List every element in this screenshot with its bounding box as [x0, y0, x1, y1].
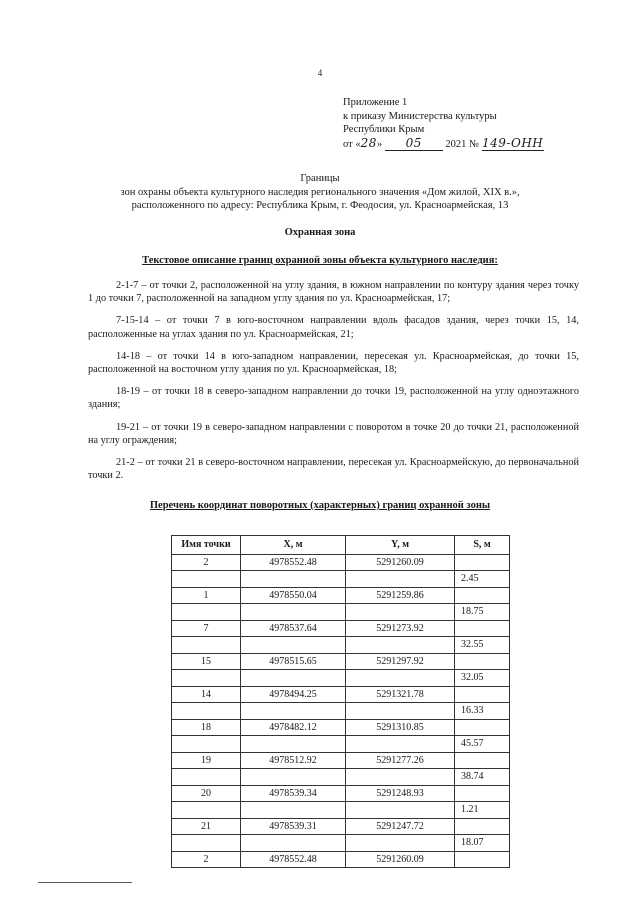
date-month: 05 [385, 137, 443, 152]
cell-s: 45.57 [455, 736, 510, 753]
table-header-row [172, 536, 510, 555]
cell-x: 4978552.48 [241, 851, 346, 868]
header-point-name: Имя точки [172, 536, 241, 555]
cell-x [241, 802, 346, 819]
cell-s [455, 686, 510, 703]
cell-s: 18.75 [455, 604, 510, 621]
cell-s: 1.21 [455, 802, 510, 819]
table-row [172, 670, 510, 687]
cell-point-name: 2 [172, 554, 241, 571]
table-row [172, 571, 510, 588]
cell-s: 32.55 [455, 637, 510, 654]
cell-s [455, 752, 510, 769]
cell-s [455, 653, 510, 670]
cell-y [346, 802, 455, 819]
cell-s: 38.74 [455, 769, 510, 786]
cell-point-name: 20 [172, 785, 241, 802]
paragraph: 14-18 – от точки 14 в юго-западном направлении, пересекая ул. Красноармейская, до точки 15, расположенной на восточном углу здания по ул. Красноармейская, 18; [88, 350, 579, 376]
cell-s: 32.05 [455, 670, 510, 687]
cell-y: 5291260.09 [346, 554, 455, 571]
cell-x: 4978494.25 [241, 686, 346, 703]
cell-point-name [172, 769, 241, 786]
table-row [172, 620, 510, 637]
cell-y: 5291247.72 [346, 818, 455, 835]
appendix-line-2: к приказу Министерства культуры [343, 110, 497, 122]
cell-x [241, 571, 346, 588]
date-day: 28 [360, 135, 377, 150]
cell-x [241, 835, 346, 852]
cell-x [241, 670, 346, 687]
cell-point-name [172, 736, 241, 753]
cell-x [241, 637, 346, 654]
cell-s [455, 719, 510, 736]
cell-y: 5291321.78 [346, 686, 455, 703]
cell-point-name: 19 [172, 752, 241, 769]
appendix-line-3: Республики Крым [343, 124, 425, 135]
cell-x [241, 703, 346, 720]
header-x: X, м [241, 536, 346, 555]
cell-x: 4978550.04 [241, 587, 346, 604]
title-line-1: Границы [300, 173, 340, 184]
table-row [172, 587, 510, 604]
cell-y: 5291297.92 [346, 653, 455, 670]
table-row [172, 769, 510, 786]
order-number: 149-ОНН [482, 135, 544, 150]
cell-point-name [172, 670, 241, 687]
table-row [172, 835, 510, 852]
table-row [172, 802, 510, 819]
table-row [172, 637, 510, 654]
cell-x: 4978515.65 [241, 653, 346, 670]
table-row [172, 785, 510, 802]
cell-point-name [172, 604, 241, 621]
cell-point-name: 2 [172, 851, 241, 868]
cell-x [241, 604, 346, 621]
cell-point-name [172, 637, 241, 654]
zone-heading: Охранная зона [284, 227, 356, 238]
cell-y [346, 604, 455, 621]
cell-s: 16.33 [455, 703, 510, 720]
table-row [172, 653, 510, 670]
cell-y [346, 703, 455, 720]
document-title [60, 172, 580, 213]
table-row [172, 851, 510, 868]
cell-y [346, 769, 455, 786]
cell-s [455, 587, 510, 604]
date-year: 2021 № [445, 138, 480, 150]
cell-y [346, 637, 455, 654]
cell-s: 18.07 [455, 835, 510, 852]
footer-rule [38, 882, 132, 883]
table-row [172, 703, 510, 720]
cell-x [241, 736, 346, 753]
table-heading: Перечень координат поворотных (характерных) границ охранной зоны [149, 500, 491, 511]
cell-s [455, 620, 510, 637]
cell-y: 5291248.93 [346, 785, 455, 802]
cell-point-name [172, 703, 241, 720]
table-row [172, 736, 510, 753]
date-prefix: от « [343, 138, 361, 150]
cell-point-name [172, 802, 241, 819]
cell-s [455, 554, 510, 571]
paragraph: 18-19 – от точки 18 в северо-западном направлении до точки 19, расположенной на углу одноэтажного здания; [88, 386, 579, 411]
page-number: 4 [317, 68, 323, 78]
cell-y: 5291310.85 [346, 719, 455, 736]
cell-point-name: 21 [172, 818, 241, 835]
boundary-description [88, 279, 579, 491]
table-row [172, 818, 510, 835]
coordinates-table [171, 535, 510, 868]
cell-x: 4978539.31 [241, 818, 346, 835]
cell-x: 4978537.64 [241, 620, 346, 637]
table-body [172, 554, 510, 868]
cell-y: 5291260.09 [346, 851, 455, 868]
cell-point-name: 14 [172, 686, 241, 703]
header-y: Y, м [346, 536, 455, 555]
cell-y [346, 571, 455, 588]
cell-point-name: 15 [172, 653, 241, 670]
cell-x: 4978482.12 [241, 719, 346, 736]
cell-x: 4978512.92 [241, 752, 346, 769]
title-line-2: зон охраны объекта культурного наследия регионального значения «Дом жилой, XIX в.», [120, 186, 520, 198]
paragraph: 2-1-7 – от точки 2, расположенной на углу здания, в южном направлении по контуру здания через точку 1 до точки 7, расположенной на западном углу здания по ул. Красноармейская, 17; [88, 280, 579, 305]
date-mid: » [376, 138, 383, 150]
cell-s [455, 818, 510, 835]
table-row [172, 752, 510, 769]
cell-point-name: 18 [172, 719, 241, 736]
table-row [172, 554, 510, 571]
cell-point-name [172, 571, 241, 588]
cell-y: 5291259.86 [346, 587, 455, 604]
cell-point-name: 1 [172, 587, 241, 604]
cell-x: 4978539.34 [241, 785, 346, 802]
table-row [172, 604, 510, 621]
title-line-3: расположенного по адресу: Республика Крым, г. Феодосия, ул. Красноармейская, 13 [131, 200, 509, 211]
cell-x: 4978552.48 [241, 554, 346, 571]
cell-y [346, 736, 455, 753]
cell-point-name [172, 835, 241, 852]
text-heading: Текстовое описание границ охранной зоны объекта культурного наследия: [142, 255, 498, 266]
table-row [172, 686, 510, 703]
paragraph: 19-21 – от точки 19 в северо-западном направлении с поворотом в точке 20 до точки 21, расположенной на углу ограждения; [88, 421, 579, 446]
appendix-date-line [343, 137, 544, 152]
table-row [172, 719, 510, 736]
paragraph: 21-2 – от точки 21 в северо-восточном направлении, пересекая ул. Красноармейскую, до первоначальной точки 2. [88, 457, 579, 482]
paragraph: 7-15-14 – от точки 7 в юго-восточном направлении вдоль фасадов здания, через точки 15, 14, расположенные на углах здания по ул. Красноармейская, 21; [88, 315, 579, 340]
cell-point-name: 7 [172, 620, 241, 637]
cell-y [346, 670, 455, 687]
cell-x [241, 769, 346, 786]
header-s: S, м [455, 536, 510, 555]
cell-s [455, 851, 510, 868]
cell-y: 5291277.26 [346, 752, 455, 769]
cell-y [346, 835, 455, 852]
cell-s [455, 785, 510, 802]
cell-y: 5291273.92 [346, 620, 455, 637]
appendix-line-1: Приложение 1 [343, 97, 408, 108]
appendix-block [343, 96, 544, 151]
cell-s: 2.45 [455, 571, 510, 588]
